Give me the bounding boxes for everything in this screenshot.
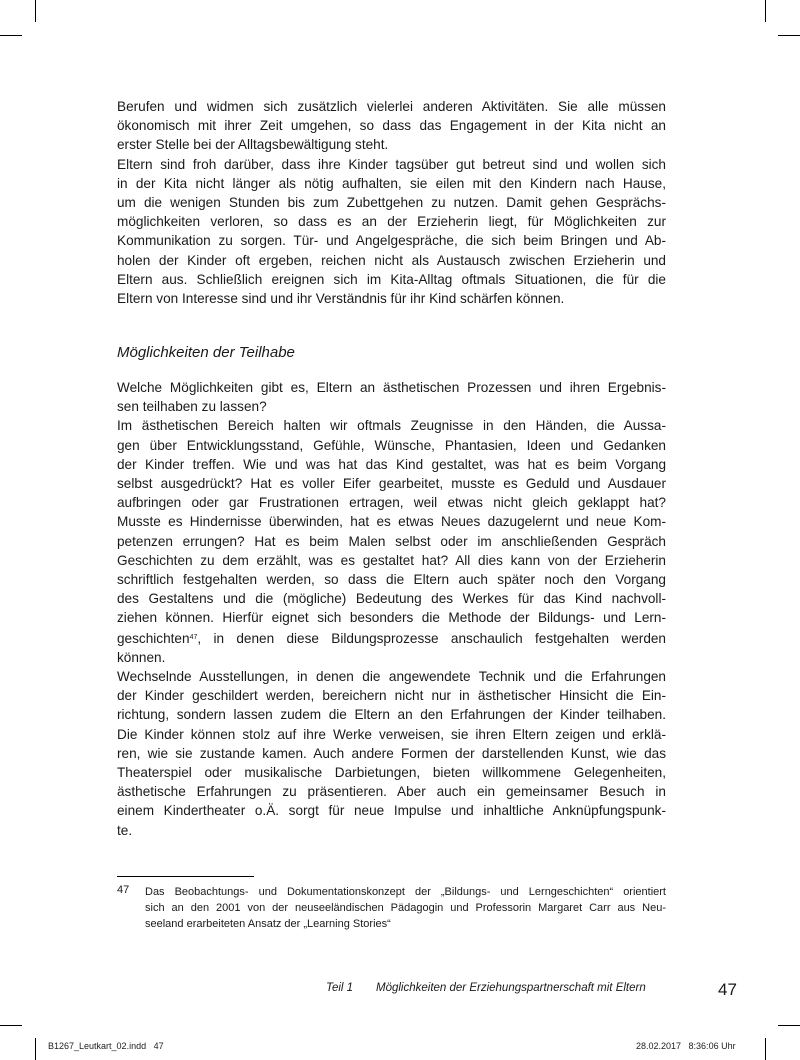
- text-line: Eltern von Interesse sind und ihr Verständnis für ihr Kind schärfen können.: [117, 291, 565, 307]
- text-line: aufbringen oder gar Frustrationen ertragen, weil etwas nicht gleich geklappt hat?: [117, 495, 666, 511]
- text-line: ökonomisch mit ihrer Zeit umgehen, so dass das Engagement in der Kita nicht an: [117, 118, 666, 134]
- crop-mark: [765, 0, 766, 22]
- footnote-line: seeland erarbeiteten Ansatz der „Learning Stories“: [145, 918, 391, 930]
- section-heading: Möglichkeiten der Teilhabe: [117, 344, 295, 361]
- text-line: Kommunikation zu sorgen. Tür- und Angelgespräche, die sich beim Bringen und Ab-: [117, 233, 666, 249]
- text-line: holen der Kinder oft ergeben, reichen nicht als Austausch zwischen Erzieherin und: [117, 252, 666, 268]
- crop-mark: [0, 35, 22, 36]
- text-line: selbst ausgedrückt? Hat es voller Eifer gearbeitet, musste es Geduld und Ausdauer: [117, 476, 666, 492]
- slug-timestamp: 28.02.2017 8:36:06 Uhr: [636, 1041, 736, 1051]
- text-line: richtung, sondern lassen zudem die Eltern an den Erfahrungen der Kinder teilhaben.: [117, 707, 666, 723]
- footnote-ref: 47: [189, 633, 198, 641]
- text-line: Eltern aus. Schließlich ereignen sich im Kita-Alltag oftmals Situationen, die für die: [117, 271, 666, 287]
- text-line: Welche Möglichkeiten gibt es, Eltern an ästhetischen Prozessen und ihren Ergebnis-: [117, 380, 666, 395]
- page-number: 47: [718, 980, 737, 999]
- text-line: können.: [117, 649, 166, 665]
- text-line: Die Kinder können stolz auf ihre Werke verweisen, sie ihren Eltern zeigen und erklä-: [117, 726, 666, 742]
- body-text-main: [117, 378, 666, 840]
- text-line: möglichkeiten verloren, so dass es an der Erzieherin liegt, für Möglichkeiten zur: [117, 214, 666, 230]
- text-line: der Kinder treffen. Wie und was hat das Kind gestaltet, was hat es beim Vorgang: [117, 456, 666, 472]
- footer-part: Teil 1: [326, 982, 354, 994]
- footer-title: Möglichkeiten der Erziehungspartnerschaft mit Eltern: [376, 982, 646, 994]
- text-line: Geschichten zu dem erzählt, was es gestaltet hat? All dies kann von der Erzieherin: [117, 552, 666, 568]
- text-line: petenzen errungen? Hat es beim Malen selbst oder im anschließenden Gespräch: [117, 533, 666, 549]
- text-line: in der Kita nicht länger als nötig aufhalten, sie eilen mit den Kindern nach Hause,: [117, 175, 666, 191]
- footnote-rule: [117, 876, 254, 877]
- footnote-line: Das Beobachtungs- und Dokumentationskonzept der „Bildungs- und Lerngeschichten“ orientiert: [145, 886, 666, 898]
- crop-mark: [765, 1038, 766, 1060]
- text-line: Wechselnde Ausstellungen, in denen die angewendete Technik und die Erfahrungen: [117, 669, 666, 685]
- footnote-text: [145, 884, 666, 932]
- text-fragment: , in denen diese Bildungsprozesse anschaulich festgehalten werden: [197, 630, 666, 646]
- text-line: ziehen können. Hierfür eignet sich besonders die Methode der Bildungs- und Lern-: [117, 610, 666, 626]
- crop-mark: [778, 1025, 800, 1026]
- text-line: Im ästhetischen Bereich halten wir oftmals Zeugnisse in den Händen, die Aussa-: [117, 418, 666, 434]
- text-line: Theaterspiel oder musikalische Darbietungen, bieten willkommene Gelegenheiten,: [117, 765, 666, 781]
- text-line: einem Kindertheater o.Ä. sorgt für neue Impulse und inhaltliche Anknüpfungspunk-: [117, 803, 666, 819]
- text-fragment: geschichten: [117, 630, 190, 646]
- text-line: schriftlich festgehalten werden, so dass die Eltern auch später noch den Vorgang: [117, 572, 666, 588]
- text-line: sen teilhaben zu lassen?: [117, 399, 267, 415]
- text-line: te.: [117, 822, 133, 838]
- text-line: [117, 628, 666, 648]
- text-line: um die wenigen Stunden bis zum Zubettgehen zu nutzen. Damit gehen Gesprächs-: [117, 195, 666, 211]
- text-line: der Kinder geschildert werden, bereichern nicht nur in ästhetischer Hinsicht die Ein-: [117, 688, 666, 704]
- text-line: ästhetische Erfahrungen zu präsentieren. Aber auch ein gemeinsamer Besuch in: [117, 784, 666, 800]
- slug-filename: B1267_Leutkart_02.indd 47: [48, 1041, 164, 1051]
- text-line: Berufen und widmen sich zusätzlich vielerlei anderen Aktivitäten. Sie alle müssen: [117, 99, 666, 114]
- text-line: Musste es Hindernisse überwinden, hat es etwas Neues dazugelernt und neue Kom-: [117, 514, 666, 530]
- crop-mark: [778, 35, 800, 36]
- text-line: ren, wie sie zustande kamen. Auch andere Formen der darstellenden Kunst, wie das: [117, 745, 666, 761]
- crop-mark: [35, 1038, 36, 1060]
- crop-mark: [0, 1025, 22, 1026]
- text-line: Eltern sind froh darüber, dass ihre Kinder tagsüber gut betreut sind und wollen sich: [117, 156, 666, 172]
- footnote-line: sich an den 2001 von der neuseeländischen Pädagogin und Professorin Margaret Carr aus Neu-: [145, 902, 666, 914]
- text-line: gen über Entwicklungsstand, Gefühle, Wünsche, Phantasien, Ideen und Gedanken: [117, 437, 666, 453]
- body-text-top: [117, 97, 666, 308]
- text-line: des Gestaltens und die (mögliche) Bedeutung des Werkes für das Kind nachvoll-: [117, 591, 666, 607]
- crop-mark: [35, 0, 36, 22]
- footnote-number: 47: [117, 884, 130, 896]
- text-line: erster Stelle bei der Alltagsbewältigung steht.: [117, 137, 389, 153]
